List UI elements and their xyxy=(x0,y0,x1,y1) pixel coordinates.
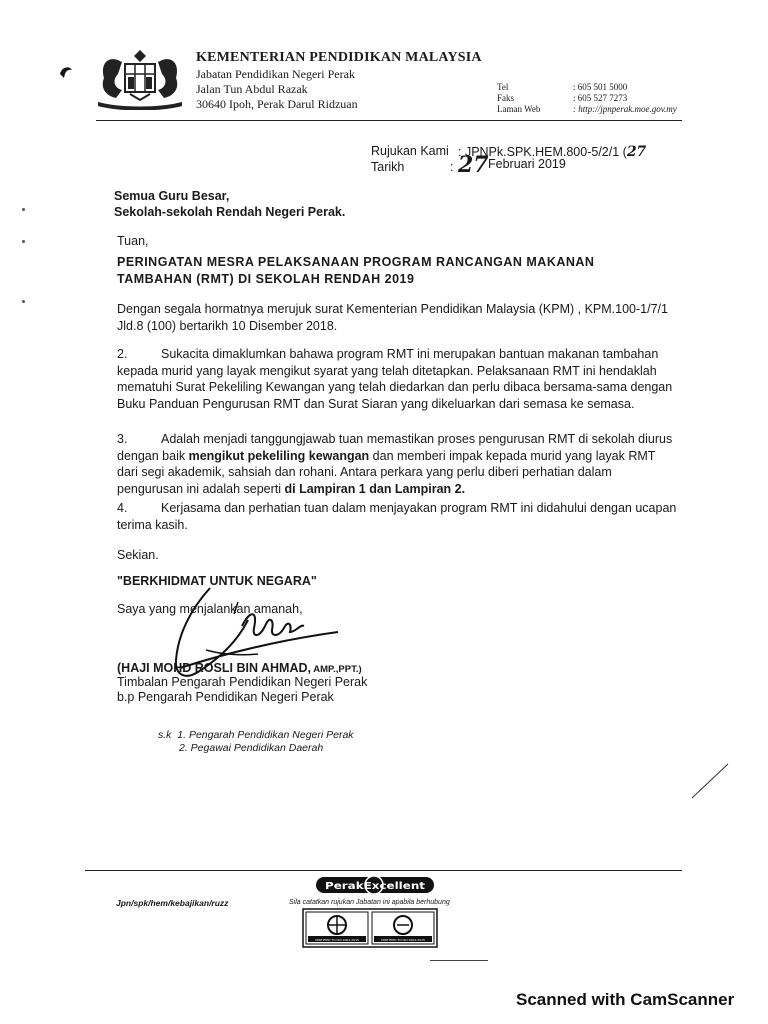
paragraph-text: dan memberi impak kepada murid yang layak RMT dari segi akademik, sahsiah dan rohani. Antara perkara yang perlu diberi perhatian dalam pengurusan ini adalah seperti xyxy=(117,448,656,496)
website-value: : http://jpnperak.moe.gov.my xyxy=(573,104,677,114)
paragraph-number: 2. xyxy=(117,347,128,361)
cc-item: 2. Pegawai Pendidikan Daerah xyxy=(179,742,324,754)
website-label: Laman Web xyxy=(497,104,541,114)
perak-excellent-logo-icon xyxy=(316,876,434,894)
paragraph-number: 3. xyxy=(117,432,128,446)
closing-motto: "BERKHIDMAT UNTUK NEGARA" xyxy=(117,574,317,588)
paragraph-text: Kerjasama dan perhatian tuan dalam menjayakan program RMT ini didahului dengan ucapan terima kasih. xyxy=(117,501,677,532)
signatory-name-main: (HAJI MOHD ROSLI BIN AHMAD, xyxy=(117,661,311,675)
tarikh-colon: : xyxy=(450,160,454,174)
rujukan-handwritten: 27 xyxy=(626,144,647,160)
paragraph-text: Adalah menjadi tanggungjawab tuan memastikan proses pengurusan RMT di sekolah diurus dengan baik xyxy=(117,432,673,463)
subject-heading: PERINGATAN MESRA PELAKSANAAN PROGRAM RANCANGAN MAKANAN TAMBAHAN (RMT) DI SEKOLAH RENDAH 2019 xyxy=(117,255,595,286)
paragraph-text: Sukacita dimaklumkan bahawa program RMT ini merupakan bantuan makanan tambahan kepada murid yang layak mengikut syarat yang telah ditetapkan. Pelaksanaan RMT ini hendaklah mematuhi Surat Pekeliling Kewangan yang telah diedarkan dan perlu dibaca bersama-sama dengan Buku Panduan Pengurusan RMT dan Surat Siaran yang dikeluarkan dari semasa ke semasa. xyxy=(117,347,673,411)
fax-label: Faks xyxy=(497,93,515,103)
tel-value: : 605 501 5000 xyxy=(573,82,628,92)
file-reference: Jpn/spk/hem/kebajikan/ruzz xyxy=(116,898,229,908)
paragraph-3 xyxy=(117,431,677,497)
perak-excellent-logo xyxy=(316,876,434,894)
rujukan-label: Rujukan Kami xyxy=(371,144,449,158)
tel-label: Tel xyxy=(497,82,509,92)
camscanner-watermark: Scanned with CamScanner xyxy=(516,990,735,1009)
footer-dash xyxy=(430,960,488,961)
logo-text: PerakExcellent xyxy=(325,881,426,892)
letterhead-divider xyxy=(96,120,682,121)
tarikh-day-handwritten: 27 xyxy=(458,152,489,178)
footer-divider xyxy=(85,870,682,871)
cc-list xyxy=(158,729,354,742)
paragraph-1: Dengan segala hormatnya merujuk surat Kementerian Pendidikan Malaysia (KPM) , KPM.100-1/7/1 Jld.8 (100) bertarikh 10 Disember 2018. xyxy=(117,302,668,333)
footer-note: Sila catatkan rujukan Jabatan ini apabila berhubung xyxy=(289,899,450,906)
signatory-title: Timbalan Pengarah Pendidikan Negeri Perak xyxy=(117,675,368,689)
paragraph-4 xyxy=(117,500,677,533)
cc-item: 1. Pengarah Pendidikan Negeri Perak xyxy=(177,729,354,741)
recipient-line: Sekolah-sekolah Rendah Negeri Perak. xyxy=(114,205,346,219)
signatory-title: b.p Pengarah Pendidikan Negeri Perak xyxy=(117,690,334,704)
signatory-postnominal: AMP.,PPT.) xyxy=(310,664,362,675)
closing-sekian: Sekian. xyxy=(117,548,159,562)
paragraph-emphasis: mengikut pekeliling kewangan xyxy=(188,448,370,463)
closing-saya: Saya yang menjalankan amanah, xyxy=(117,602,303,616)
scan-dot xyxy=(22,300,25,303)
paragraph-2 xyxy=(117,346,677,412)
salutation: Tuan, xyxy=(117,234,149,248)
paragraph-number: 4. xyxy=(117,501,128,515)
tarikh-label: Tarikh xyxy=(371,160,405,174)
scan-edge-mark-icon xyxy=(58,64,74,80)
scan-dot xyxy=(22,208,25,211)
cert-label: CERTIFIED TO ISO 9001:2015 xyxy=(315,938,359,942)
fax-value: : 605 527 7273 xyxy=(573,93,628,103)
tarikh-month-year: Februari 2019 xyxy=(488,157,566,171)
coat-of-arms-icon xyxy=(90,44,190,110)
scan-dot xyxy=(22,240,25,243)
rujukan-number: : JPNPk.SPK.HEM.800-5/2/1 ( xyxy=(458,145,627,159)
address-line: 30640 Ipoh, Perak Darul Ridzuan xyxy=(196,97,358,111)
recipient-line: Semua Guru Besar, xyxy=(114,189,230,203)
cert-label: CERTIFIED TO ISO 9001:2015 xyxy=(381,938,425,942)
iso-certification-badges xyxy=(302,908,438,948)
address-line: Jalan Tun Abdul Razak xyxy=(196,82,308,96)
cc-label: s.k xyxy=(158,729,172,741)
address-line: Jabatan Pendidikan Negeri Perak xyxy=(196,67,355,81)
pen-scratch-mark xyxy=(690,760,730,800)
paragraph-emphasis: di Lampiran 1 dan Lampiran 2. xyxy=(284,481,466,496)
ministry-name: KEMENTERIAN PENDIDIKAN MALAYSIA xyxy=(196,50,482,65)
